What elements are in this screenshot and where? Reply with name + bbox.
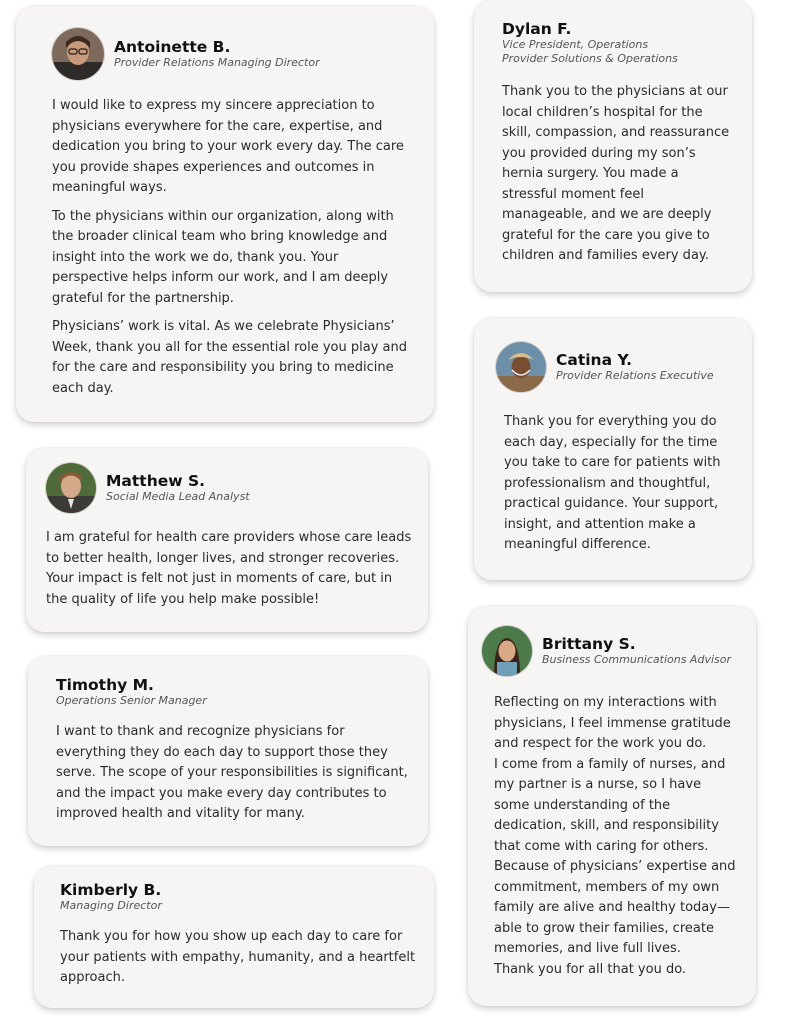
card-header bbox=[502, 20, 732, 66]
paragraph: I am grateful for health care providers whose care leads to better health, longer lives, and stronger recoveries. Your impact is felt not just in moments of care, but in the quality of life you help make possible! bbox=[46, 530, 412, 607]
testimonial-card-dylan bbox=[474, 0, 752, 292]
person-title: Social Media Lead Analyst bbox=[106, 490, 250, 503]
card-header bbox=[52, 28, 412, 80]
avatar-photo bbox=[52, 28, 104, 80]
card-header bbox=[46, 463, 412, 513]
paragraph: Thank you for everything you do each day, especially for the time you take to care for patients with professionalism and thoughtful, practical guidance. Your support, insight, and attention make a meaningful difference. bbox=[504, 414, 721, 552]
card-header bbox=[482, 626, 740, 676]
person-name: Timothy M. bbox=[56, 676, 154, 694]
testimonial-card-catina bbox=[474, 318, 752, 580]
paragraph: Reflecting on my interactions with physicians, I feel immense gratitude and respect for the work you do. bbox=[494, 695, 731, 751]
testimonial-card-antoinette bbox=[16, 6, 434, 422]
testimonial-card-brittany bbox=[468, 606, 756, 1006]
paragraph: Because of physicians’ expertise and commitment, members of my own family are alive and healthy today—able to grow their families, create memories, and live full lives. bbox=[494, 859, 736, 956]
paragraph: Thank you to the physicians at our local children’s hospital for the skill, compassion, and reassurance you provided during my son’s hernia surgery. You made a stressful moment feel manageable, and we are deeply grateful for the care you give to children and families every day. bbox=[502, 84, 730, 263]
testimonial-card-kimberly bbox=[34, 866, 434, 1008]
testimonial-text bbox=[502, 82, 732, 267]
testimonial-card-timothy bbox=[28, 656, 428, 846]
testimonial-card-matthew bbox=[26, 448, 428, 632]
person-title: Provider Relations Managing Director bbox=[114, 56, 320, 69]
paragraph: Thank you for all that you do. bbox=[494, 961, 687, 977]
paragraph: To the physicians within our organization, along with the broader clinical team who bring knowledge and insight into the work we do, thank you. Your perspective helps inform our work, and I am deeply grateful for the partnership. bbox=[52, 208, 394, 306]
person-title: Vice President, Operations bbox=[502, 38, 649, 51]
testimonial-text bbox=[52, 96, 412, 399]
paragraph: Thank you for how you show up each day to care for your patients with empathy, humanity, and a heartfelt approach. bbox=[60, 929, 416, 985]
avatar-photo bbox=[496, 342, 546, 392]
paragraph: I want to thank and recognize physicians for everything they do each day to support those they serve. The scope of your responsibilities is significant, and the impact you make every day contributes to improved health and vitality for many. bbox=[56, 724, 408, 821]
avatar-photo bbox=[482, 626, 532, 676]
person-title: Provider Relations Executive bbox=[556, 369, 714, 382]
person-name: Catina Y. bbox=[556, 351, 632, 369]
testimonial-text bbox=[60, 927, 420, 989]
person-name: Brittany S. bbox=[542, 635, 636, 653]
person-name: Kimberly B. bbox=[60, 881, 162, 899]
testimonial-text bbox=[56, 722, 414, 825]
testimonial-text bbox=[496, 412, 734, 556]
paragraph: Physicians’ work is vital. As we celebrate Physicians’ Week, thank you all for the essential role you play and for the care and responsibility you bring to medicine each day. bbox=[52, 319, 407, 396]
person-title: Operations Senior Manager bbox=[56, 694, 207, 707]
person-title: Managing Director bbox=[60, 899, 162, 912]
person-title: Business Communications Advisor bbox=[542, 653, 731, 666]
avatar-photo bbox=[46, 463, 96, 513]
person-department: Provider Solutions & Operations bbox=[502, 52, 678, 65]
testimonial-text bbox=[482, 693, 740, 980]
card-header bbox=[60, 881, 420, 913]
paragraph: I come from a family of nurses, and my partner is a nurse, so I have some understanding of the dedication, skill, and responsibility that come with caring for others. bbox=[494, 756, 726, 854]
card-header bbox=[496, 342, 734, 392]
testimonial-text bbox=[46, 528, 412, 610]
person-name: Matthew S. bbox=[106, 472, 206, 490]
person-name: Antoinette B. bbox=[114, 38, 231, 56]
paragraph: I would like to express my sincere appreciation to physicians everywhere for the care, expertise, and dedication you bring to your work every day. The care you provide shapes experiences and outcomes in meaningful ways. bbox=[52, 98, 404, 195]
person-name: Dylan F. bbox=[502, 20, 572, 38]
card-header bbox=[56, 676, 414, 708]
